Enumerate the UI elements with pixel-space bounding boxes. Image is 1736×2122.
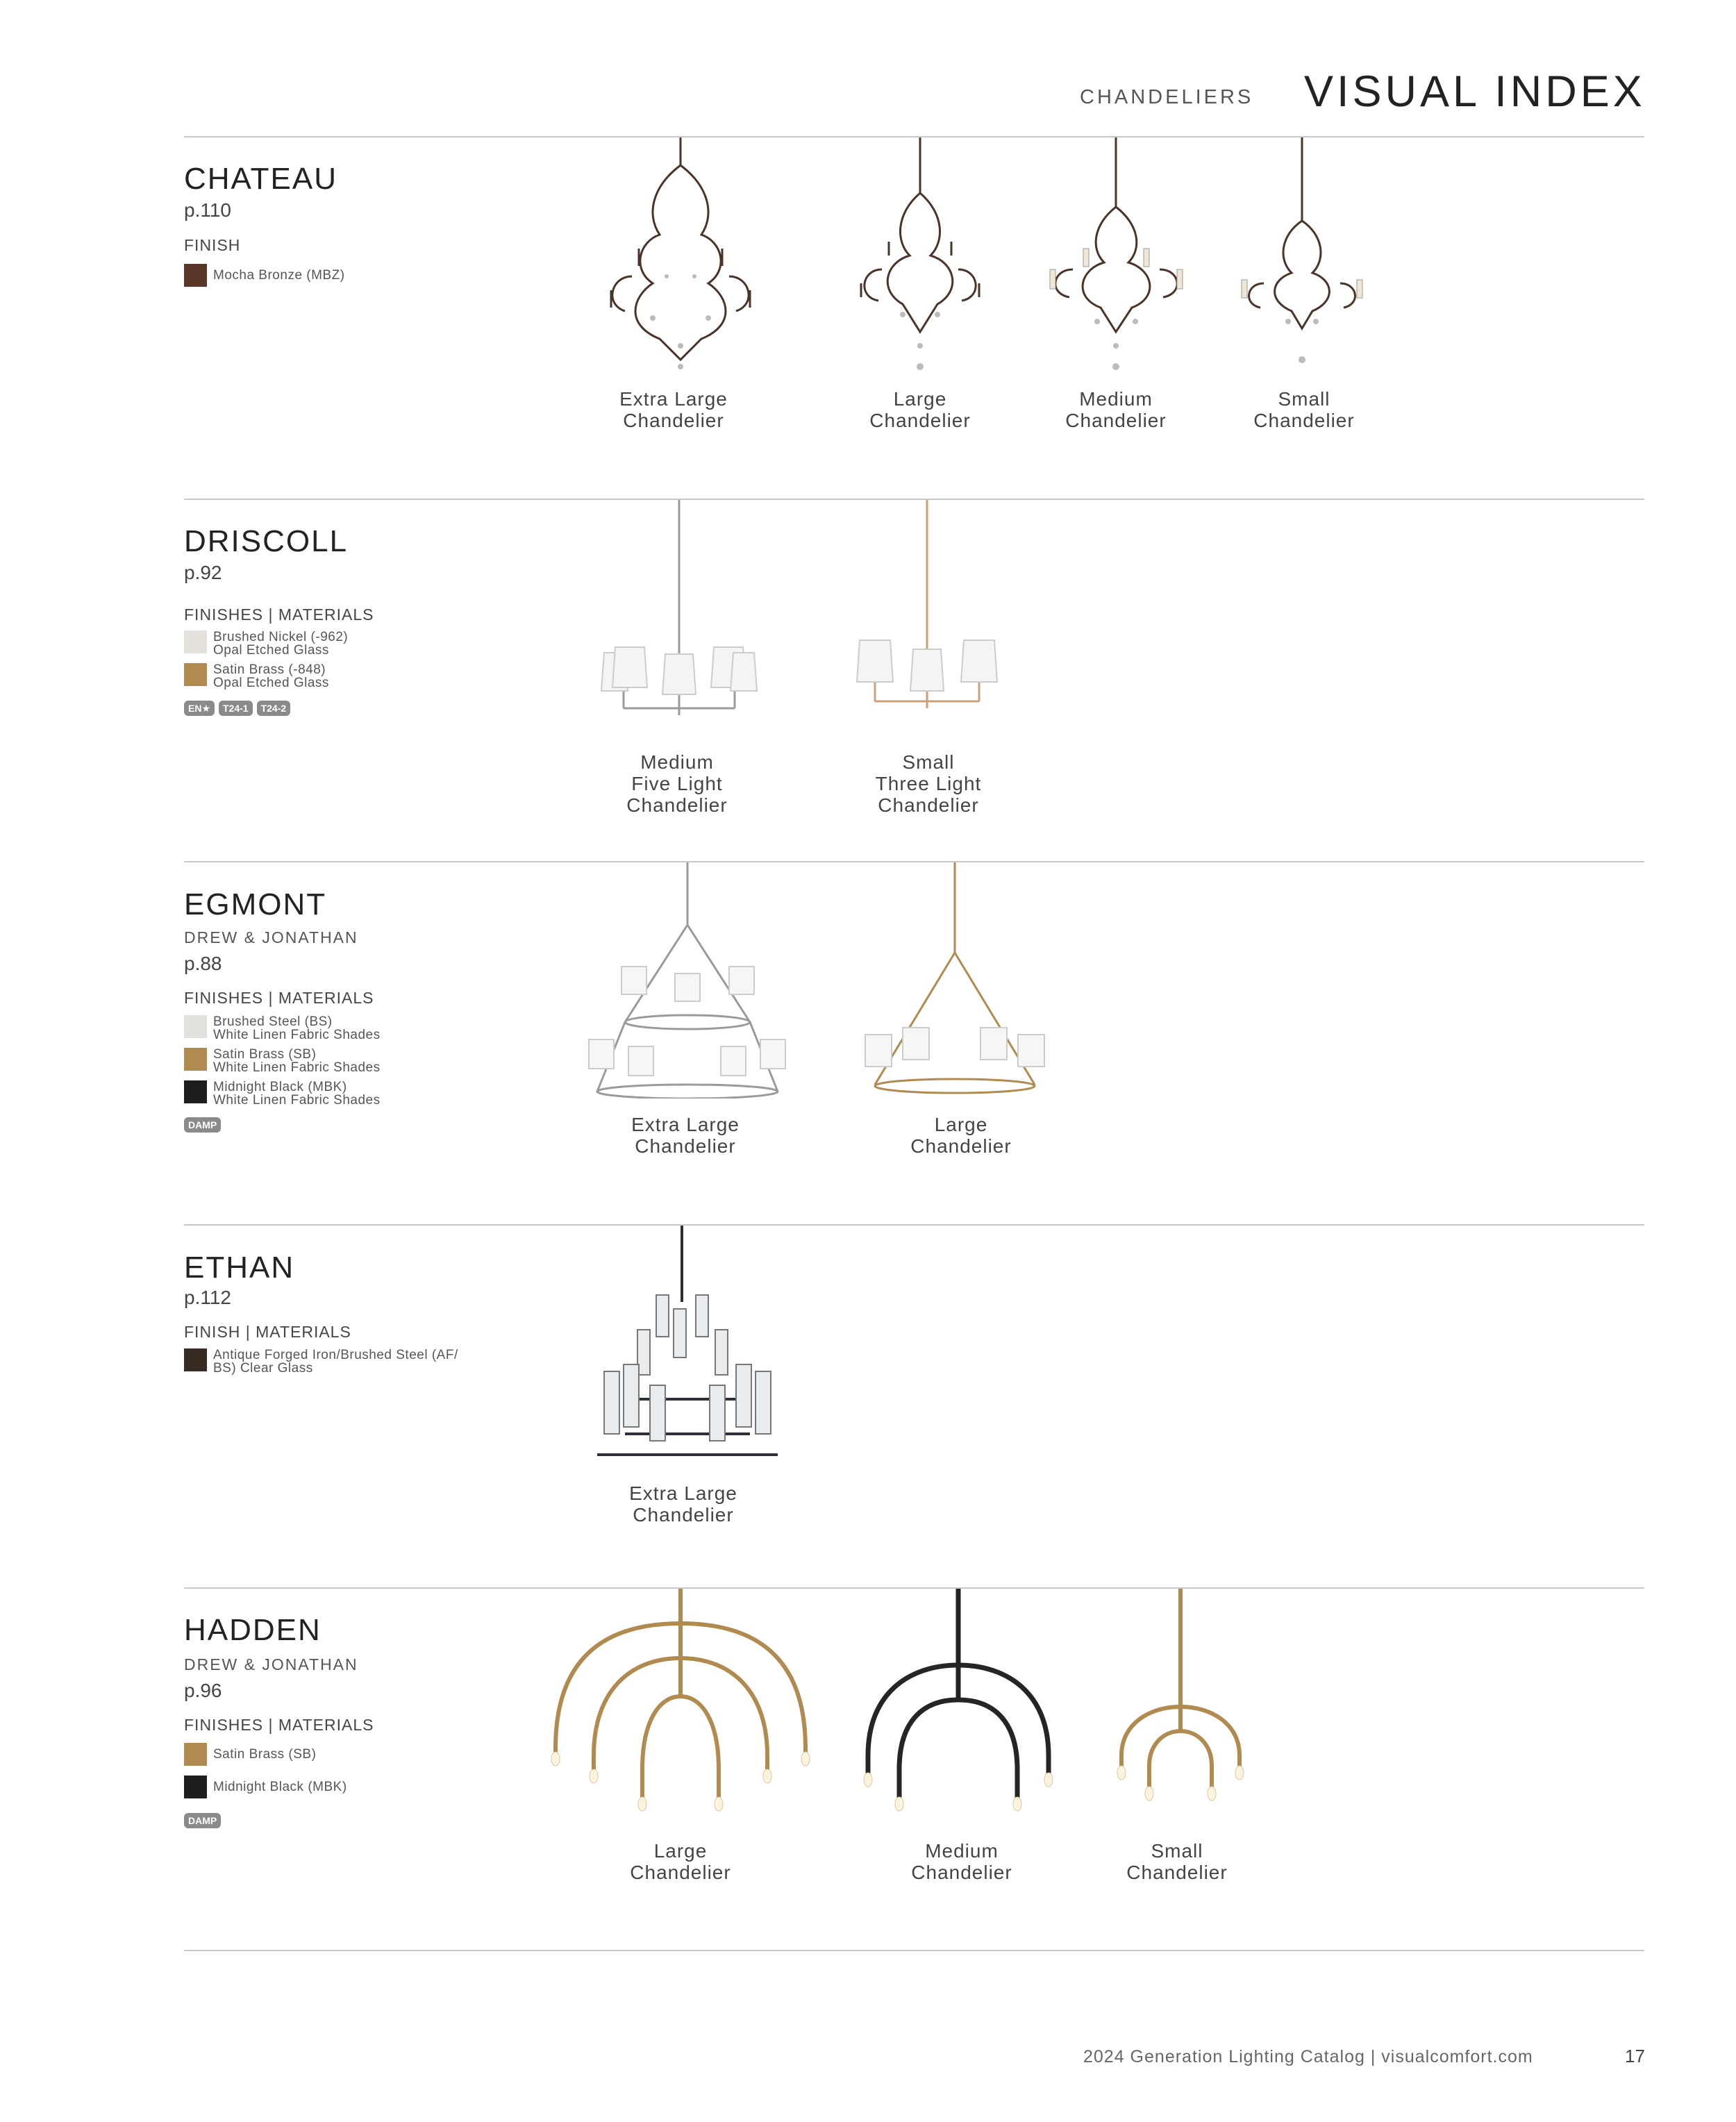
chateau-small-image[interactable]	[1236, 137, 1368, 374]
section-title-driscoll: DRISCOLL	[184, 524, 349, 558]
product-caption: Large Chandelier	[910, 1114, 1012, 1157]
product-caption: Medium Chandelier	[1065, 388, 1167, 431]
product-caption: Large Chandelier	[869, 388, 971, 431]
product-caption: Medium Chandelier	[911, 1840, 1012, 1883]
divider	[184, 1224, 1644, 1226]
certification-badges	[184, 1117, 221, 1133]
page-reference: p.96	[184, 1680, 222, 1701]
section-title-hadden: HADDEN	[184, 1613, 322, 1647]
divider	[184, 1950, 1644, 1951]
product-caption: Extra Large Chandelier	[629, 1482, 737, 1526]
egmont-large-image[interactable]	[861, 862, 1049, 1098]
finish-swatch	[184, 264, 207, 287]
product-caption: Extra Large Chandelier	[619, 388, 728, 431]
finish-label: FINISH | MATERIALS	[184, 1323, 351, 1341]
hadden-large-image[interactable]	[549, 1589, 812, 1825]
material-name: White Linen Fabric Shades	[213, 1093, 381, 1108]
category-label: CHANDELIERS	[1080, 86, 1254, 108]
finish-label: FINISHES | MATERIALS	[184, 605, 374, 624]
page-reference: p.88	[184, 953, 222, 974]
finish-name: Midnight Black (MBK)	[213, 1780, 347, 1794]
product-caption: Medium Five Light Chandelier	[626, 751, 728, 816]
hadden-medium-image[interactable]	[854, 1589, 1062, 1825]
ethan-extra-large-image[interactable]	[590, 1226, 785, 1462]
finish-label: FINISHES | MATERIALS	[184, 989, 374, 1007]
finish-name: Midnight Black (MBK)	[213, 1080, 347, 1094]
finish-swatch	[184, 1015, 207, 1038]
finish-option[interactable]	[184, 1348, 458, 1375]
driscoll-small-image[interactable]	[854, 500, 1000, 736]
badge: EN★	[184, 701, 215, 716]
product-caption: Extra Large Chandelier	[631, 1114, 740, 1157]
finish-swatch	[184, 630, 207, 653]
finish-name: Mocha Bronze (MBZ)	[213, 268, 345, 283]
finish-swatch	[184, 1743, 207, 1766]
section-title-chateau: CHATEAU	[184, 162, 337, 196]
designer-name: DREW & JONATHAN	[184, 1655, 358, 1673]
finish-option[interactable]	[184, 1776, 347, 1798]
badge: DAMP	[184, 1117, 221, 1133]
finish-swatch	[184, 1048, 207, 1071]
chateau-extra-large-image[interactable]	[590, 137, 771, 374]
finish-name: Satin Brass (SB)	[213, 1047, 317, 1062]
hadden-small-image[interactable]	[1111, 1589, 1250, 1825]
page-title: VISUAL INDEX	[1304, 67, 1646, 116]
finish-swatch	[184, 663, 207, 686]
page-reference: p.110	[184, 199, 231, 221]
finish-swatch	[184, 1348, 207, 1371]
chateau-medium-image[interactable]	[1042, 137, 1191, 374]
certification-badges	[184, 701, 290, 716]
finish-label: FINISHES | MATERIALS	[184, 1716, 374, 1734]
page-number: 17	[1625, 2046, 1645, 2066]
material-name: White Linen Fabric Shades	[213, 1060, 381, 1075]
finish-option[interactable]	[184, 663, 329, 690]
finish-swatch	[184, 1776, 207, 1798]
driscoll-medium-image[interactable]	[596, 500, 762, 736]
finish-name: Satin Brass (SB)	[213, 1747, 317, 1762]
finish-option[interactable]	[184, 1080, 381, 1107]
badge: T24-1	[219, 701, 253, 716]
product-caption: Large Chandelier	[630, 1840, 731, 1883]
chateau-large-image[interactable]	[847, 137, 993, 374]
finish-name: Antique Forged Iron/Brushed Steel (AF/	[213, 1348, 458, 1362]
product-caption: Small Chandelier	[1126, 1840, 1228, 1883]
finish-option[interactable]	[184, 630, 348, 657]
finish-name: Brushed Nickel (-962)	[213, 630, 349, 644]
footer-text: 2024 Generation Lighting Catalog | visualcomfort.com	[1083, 2047, 1533, 2066]
material-name: Opal Etched Glass	[213, 676, 329, 690]
finish-option[interactable]	[184, 1743, 316, 1766]
page-reference: p.92	[184, 562, 222, 583]
finish-label: FINISH	[184, 236, 241, 254]
badge: DAMP	[184, 1813, 221, 1828]
material-name: Opal Etched Glass	[213, 643, 329, 658]
section-title-egmont: EGMONT	[184, 887, 327, 921]
material-name: White Linen Fabric Shades	[213, 1028, 381, 1042]
designer-name: DREW & JONATHAN	[184, 928, 358, 946]
finish-name: Satin Brass (-848)	[213, 662, 326, 677]
page-reference: p.112	[184, 1287, 231, 1308]
material-name: BS) Clear Glass	[213, 1361, 313, 1376]
finish-option[interactable]	[184, 1048, 381, 1074]
section-title-ethan: ETHAN	[184, 1251, 295, 1285]
product-caption: Small Chandelier	[1253, 388, 1355, 431]
egmont-extra-large-image[interactable]	[583, 862, 792, 1098]
finish-option[interactable]	[184, 1015, 381, 1042]
finish-swatch	[184, 1080, 207, 1103]
certification-badges	[184, 1813, 221, 1828]
product-caption: Small Three Light Chandelier	[875, 751, 982, 816]
finish-name: Brushed Steel (BS)	[213, 1014, 333, 1029]
finish-option[interactable]	[184, 264, 345, 287]
badge: T24-2	[257, 701, 291, 716]
